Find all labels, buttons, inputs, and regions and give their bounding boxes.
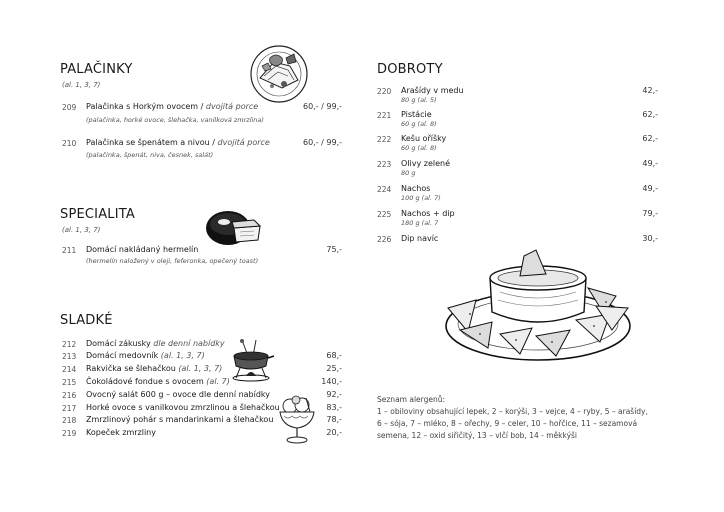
item-description: (palačinka, horké ovoce, šlehačka, vanilková zmrzlina) xyxy=(86,116,264,124)
item-price: 62,- xyxy=(642,110,658,119)
item-price: 140,- xyxy=(321,377,342,386)
item-note: (al. 1, 3, 7) xyxy=(158,351,205,360)
item-number: 212 xyxy=(62,340,77,349)
item-weight: 100 g (al. 7) xyxy=(401,194,441,202)
item-number: 215 xyxy=(62,378,77,387)
item-price: 30,- xyxy=(642,234,658,243)
nachos-with-dip-icon xyxy=(440,248,636,368)
item-note: (al. 1, 3, 7) xyxy=(175,364,223,373)
item-name-text: Palačinka se špenátem a nivou xyxy=(86,138,210,147)
ice-cream-sundae-icon xyxy=(276,396,318,446)
allergen-legend-title: Seznam alergenů: xyxy=(377,395,446,404)
item-name xyxy=(86,351,205,360)
item-price: 25,- xyxy=(326,364,342,373)
item-number: 222 xyxy=(377,135,392,144)
pancake-plate-icon xyxy=(248,44,310,104)
item-number: 221 xyxy=(377,111,392,120)
item-weight: 80 g (al. 5) xyxy=(401,96,437,104)
section-title-sladke: SLADKÉ xyxy=(60,313,113,328)
item-price: 75,- xyxy=(326,245,342,254)
item-name xyxy=(86,138,270,147)
item-name: Olivy zelené xyxy=(401,159,451,168)
item-number: 225 xyxy=(377,210,392,219)
item-name xyxy=(86,102,258,111)
item-number: 219 xyxy=(62,429,77,438)
item-number: 220 xyxy=(377,87,392,96)
item-name: Pistácie xyxy=(401,110,432,119)
item-note: (al. 7) xyxy=(203,377,230,386)
item-name: Zmrzlinový pohár s mandarinkami a šlehačkou xyxy=(86,415,274,424)
item-name: Nachos + dip xyxy=(401,209,455,218)
item-weight: 60 g (al. 8) xyxy=(401,120,437,128)
item-name: Dip navíc xyxy=(401,234,439,243)
section-title-palacinky: PALAČINKY xyxy=(60,62,133,77)
item-weight: 180 g (al. 7 xyxy=(401,219,439,227)
item-name: Kopeček zmrzliny xyxy=(86,428,156,437)
item-number: 226 xyxy=(377,235,392,244)
item-name: Ovocný salát 600 g – ovoce dle denní nabídky xyxy=(86,390,271,399)
item-name-text: Domácí medovník xyxy=(86,351,159,360)
item-separator: / xyxy=(198,102,206,111)
item-number: 216 xyxy=(62,391,77,400)
item-weight: 80 g xyxy=(401,169,416,177)
item-price: 49,- xyxy=(642,159,658,168)
section-allergens: (al. 1, 3, 7) xyxy=(62,81,101,89)
item-price: 92,- xyxy=(326,390,342,399)
item-name: Arašídy v medu xyxy=(401,86,464,95)
item-number: 213 xyxy=(62,352,77,361)
item-weight: 60 g (al. 8) xyxy=(401,144,437,152)
item-price: 83,- xyxy=(326,403,342,412)
item-name-text: Rakvička se šlehačkou xyxy=(86,364,176,373)
item-description: (hermelín naložený v oleji, feferonka, opečený toast) xyxy=(86,257,259,265)
item-price: 62,- xyxy=(642,134,658,143)
fondue-pot-icon xyxy=(226,338,276,384)
item-price: 42,- xyxy=(642,86,658,95)
item-number: 217 xyxy=(62,404,77,413)
item-price: 60,- / 99,- xyxy=(303,138,342,147)
item-number: 214 xyxy=(62,365,77,374)
item-note: dle denní nabídky xyxy=(150,339,225,348)
allergen-legend-line: 1 – obiloviny obsahující lepek, 2 – korýši, 3 – vejce, 4 – ryby, 5 – arašídy, xyxy=(377,407,648,416)
item-number: 223 xyxy=(377,160,392,169)
item-name-text: Čokoládové fondue s ovocem xyxy=(86,377,204,386)
item-number: 211 xyxy=(62,246,77,255)
section-title-dobroty: DOBROTY xyxy=(377,62,443,77)
item-price: 79,- xyxy=(642,209,658,218)
item-name-text: Domácí zákusky xyxy=(86,339,151,348)
item-name xyxy=(86,377,230,386)
item-name: Horké ovoce s vanilkovou zmrzlinou a šlehačkou xyxy=(86,403,280,412)
section-title-specialita: SPECIALITA xyxy=(60,207,136,222)
item-name: Domácí nakládaný hermelín xyxy=(86,245,199,254)
item-number: 224 xyxy=(377,185,392,194)
item-name xyxy=(86,364,222,373)
item-name xyxy=(86,339,225,348)
allergen-legend-line: semena, 12 – oxid siřičitý, 13 – vlčí bob, 14 - měkkýši xyxy=(377,431,577,440)
item-number: 209 xyxy=(62,103,77,112)
cheese-icon xyxy=(204,206,264,250)
item-price: 68,- xyxy=(326,351,342,360)
item-description: (palačinka, špenát, niva, česnek, salát) xyxy=(86,151,214,159)
item-price: 49,- xyxy=(642,184,658,193)
item-price: 60,- / 99,- xyxy=(303,102,342,111)
item-name-text: Palačinka s Horkým ovocem xyxy=(86,102,199,111)
item-number: 218 xyxy=(62,416,77,425)
item-option: dvojitá porce xyxy=(205,102,259,111)
section-allergens: (al. 1, 3, 7) xyxy=(62,226,101,234)
allergen-legend-line: 6 – sója, 7 – mléko, 8 – ořechy, 9 – celer, 10 – hořčice, 11 – sezamová xyxy=(377,419,638,428)
item-name: Kešu oříšky xyxy=(401,134,447,143)
item-option: dvojitá porce xyxy=(217,138,270,147)
item-name: Nachos xyxy=(401,184,431,193)
item-separator: / xyxy=(209,138,218,147)
item-price: 20,- xyxy=(326,428,342,437)
item-number: 210 xyxy=(62,139,77,148)
item-price: 78,- xyxy=(326,415,342,424)
